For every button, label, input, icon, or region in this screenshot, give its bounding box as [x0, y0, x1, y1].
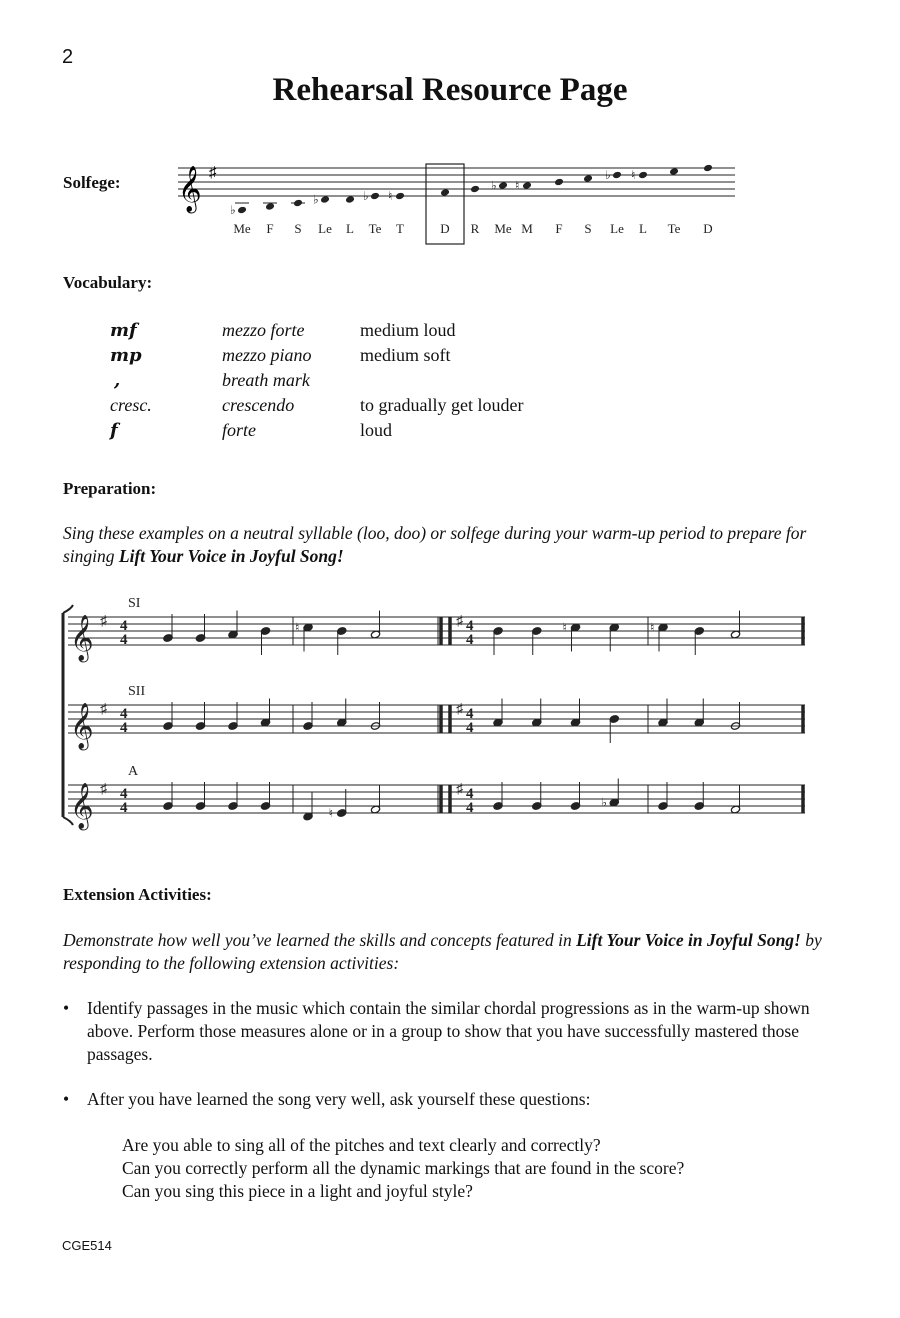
song-title: Lift Your Voice in Joyful Song! — [576, 930, 801, 950]
vocab-row — [0, 420, 900, 445]
natural-icon: ♮ — [388, 189, 393, 203]
solfege-syllable: F — [266, 221, 274, 236]
solfege-syllable: S — [294, 221, 302, 236]
time-signature: 4 — [466, 632, 474, 648]
flat-icon: ♭ — [605, 168, 611, 182]
solfege-syllable: Te — [368, 221, 382, 236]
natural-icon: ♮ — [631, 168, 636, 182]
voice-staff — [68, 684, 805, 751]
solfege-syllable: D — [440, 221, 450, 236]
question-item: Can you sing this piece in a light and joyful style? — [122, 1181, 473, 1201]
vocab-term: forte — [222, 420, 256, 440]
preparation-text-body: Sing these examples on a neutral syllable (loo, doo) or solfege during your warm-up period to prepare for singing — [63, 523, 807, 566]
sharp-icon: ♯ — [100, 782, 107, 797]
solfege-notes — [230, 164, 713, 217]
solfege-syllable: Te — [667, 221, 681, 236]
note-head — [293, 199, 303, 208]
solfege-syllables — [233, 221, 712, 236]
treble-clef-icon: 𝄞 — [178, 166, 202, 211]
flat-icon: ♭ — [363, 189, 369, 203]
solfege-syllable: L — [639, 221, 647, 236]
extension-label: Extension Activities: — [63, 885, 212, 904]
extension-intro-before: Demonstrate how well you’ve learned the skills and concepts featured in — [63, 930, 577, 950]
solfege-label: Solfege: — [63, 173, 121, 192]
question-item: Are you able to sing all of the pitches and text clearly and correctly? — [122, 1135, 601, 1155]
warmup-score — [58, 595, 818, 840]
solfege-syllable: Le — [318, 221, 332, 236]
solfege-syllable: Le — [610, 221, 624, 236]
vocab-symbol: , — [114, 370, 121, 391]
note-head — [440, 188, 450, 197]
sharp-icon: ♯ — [456, 782, 463, 797]
natural-icon: ♮ — [562, 620, 567, 635]
time-signature: 4 — [120, 800, 128, 816]
bullet-text: After you have learned the song very well, ask yourself these questions: — [87, 1089, 591, 1109]
treble-clef-icon: 𝄞 — [70, 615, 94, 660]
note-head — [638, 171, 648, 180]
extension-intro-after: by responding to the following extension activities: — [63, 930, 822, 973]
natural-icon: ♮ — [295, 620, 300, 635]
vocab-definition: loud — [360, 420, 393, 440]
note-head — [522, 181, 532, 190]
song-title: Lift Your Voice in Joyful Song! — [118, 546, 344, 566]
solfege-syllable: D — [703, 221, 713, 236]
note-head — [612, 171, 622, 180]
time-signature: 4 — [466, 720, 474, 736]
solfege-syllable: Me — [233, 221, 251, 236]
vocab-definition: to gradually get louder — [360, 395, 524, 415]
vocab-symbol: cresc. — [110, 395, 152, 415]
solfege-syllable: Me — [494, 221, 512, 236]
flat-icon: ♭ — [313, 192, 319, 207]
sharp-icon: ♯ — [100, 614, 107, 629]
time-signature: 4 — [120, 720, 128, 736]
vocab-row — [0, 395, 900, 420]
note-head — [237, 206, 247, 215]
note-head — [265, 202, 275, 211]
time-signature: 4 — [120, 786, 128, 802]
solfege-syllable: L — [346, 221, 354, 236]
note-head — [320, 195, 330, 204]
time-signature: 4 — [466, 618, 474, 634]
vocabulary-label: Vocabulary: — [63, 273, 153, 292]
voice-label: SII — [128, 684, 146, 699]
note-head — [498, 181, 508, 190]
extension-intro — [63, 929, 823, 975]
catalog-number: CGE514 — [62, 1238, 112, 1253]
natural-icon: ♮ — [515, 178, 520, 193]
note-head — [669, 167, 679, 176]
vocab-term: mezzo forte — [222, 320, 305, 340]
vocab-definition: medium soft — [360, 345, 451, 365]
time-signature: 4 — [466, 786, 474, 802]
vocab-term: mezzo piano — [222, 345, 312, 365]
note-head — [703, 164, 713, 173]
natural-icon: ♮ — [328, 806, 334, 820]
flat-icon: ♭ — [601, 795, 607, 810]
time-signature: 4 — [120, 618, 128, 634]
vocab-term: breath mark — [222, 370, 310, 390]
note-head — [470, 185, 480, 194]
note-head — [370, 192, 380, 201]
voice-label: A — [128, 764, 139, 779]
time-signature: 4 — [120, 632, 128, 648]
natural-icon: ♮ — [650, 620, 655, 635]
solfege-syllable: T — [396, 221, 404, 236]
solfege-syllable: R — [470, 221, 480, 236]
sharp-icon: ♯ — [456, 702, 463, 717]
vocab-row — [0, 345, 900, 370]
vocab-term: crescendo — [222, 395, 295, 415]
preparation-text — [63, 522, 823, 568]
bullet-icon: • — [63, 1089, 70, 1109]
solfege-syllable: F — [555, 221, 563, 236]
page-title: Rehearsal Resource Page — [272, 72, 628, 108]
vocab-symbol: mp — [110, 345, 142, 366]
vocab-symbol: mf — [110, 320, 137, 341]
flat-icon: ♭ — [491, 178, 497, 193]
sharp-icon: ♯ — [456, 614, 463, 629]
score-systems — [63, 596, 805, 831]
note-head — [345, 195, 355, 204]
vocab-definition: medium loud — [360, 320, 456, 340]
bracket-top — [63, 605, 73, 613]
preparation-label: Preparation: — [63, 479, 157, 498]
bullet-icon: • — [63, 998, 70, 1018]
vocab-symbol: f — [110, 420, 118, 441]
note-head — [554, 178, 564, 187]
solfege-syllable: S — [584, 221, 592, 236]
sharp-icon: ♯ — [100, 702, 107, 717]
time-signature: 4 — [120, 706, 128, 722]
voice-label: SI — [128, 596, 141, 611]
treble-clef-icon: 𝄞 — [70, 783, 94, 828]
sharp-icon: ♯ — [209, 165, 217, 181]
solfege-staff — [170, 150, 750, 250]
vocab-row — [0, 320, 900, 345]
voice-staff — [68, 764, 805, 831]
time-signature: 4 — [466, 706, 474, 722]
vocab-row — [0, 370, 900, 395]
voice-staff — [68, 596, 805, 663]
flat-icon: ♭ — [230, 203, 236, 217]
time-signature: 4 — [466, 800, 474, 816]
solfege-syllable: M — [521, 221, 533, 236]
question-item: Can you correctly perform all the dynamic markings that are found in the score? — [122, 1158, 685, 1178]
bullet-text: Identify passages in the music which contain the similar chordal progressions as in the warm-up shown above. Perform those measures alone or in a group to show that you have successfully mastered those passages. — [87, 998, 810, 1064]
note-head — [583, 174, 593, 183]
note-head — [395, 192, 405, 201]
treble-clef-icon: 𝄞 — [70, 703, 94, 748]
page-number: 2 — [62, 46, 74, 68]
